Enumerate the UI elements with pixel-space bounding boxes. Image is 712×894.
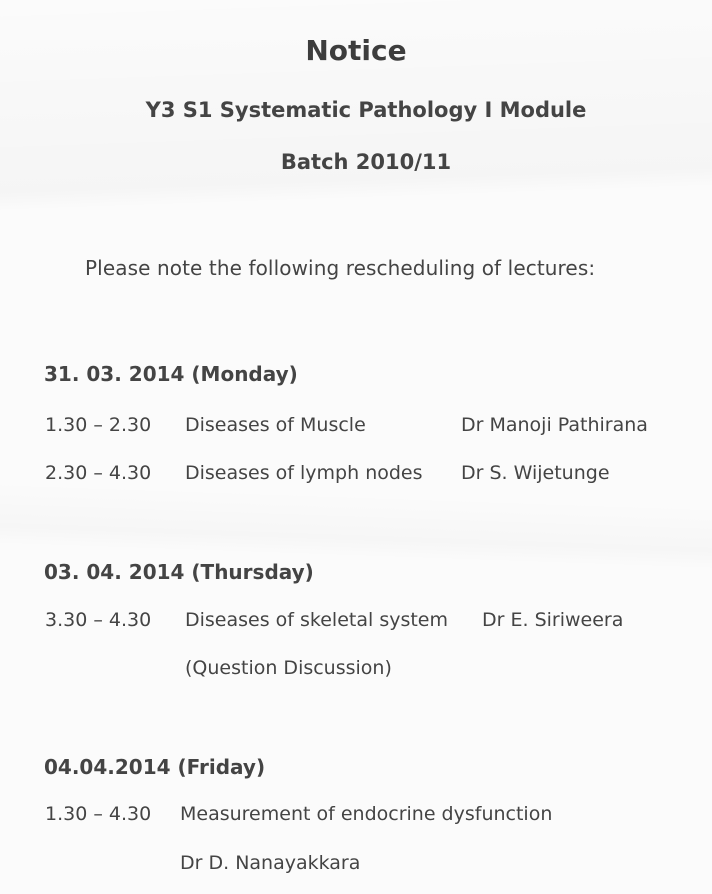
session-topic: Diseases of Muscle — [185, 414, 366, 436]
module-name: Y3 S1 Systematic Pathology I Module — [145, 98, 587, 122]
session-time: 3.30 – 4.30 — [45, 609, 152, 631]
schedule-date-2: 03. 04. 2014 (Thursday) — [44, 560, 314, 584]
batch-label: Batch 2010/11 — [280, 150, 452, 174]
schedule-date-1: 31. 03. 2014 (Monday) — [44, 362, 298, 386]
session-lecturer: Dr S. Wijetunge — [461, 462, 610, 484]
session-time: 1.30 – 4.30 — [45, 803, 152, 825]
session-lecturer: Dr Manoji Pathirana — [461, 414, 648, 436]
session-topic: Diseases of skeletal system — [185, 609, 449, 631]
session-time: 2.30 – 4.30 — [45, 462, 152, 484]
intro-text: Please note the following rescheduling of lectures: — [85, 256, 596, 280]
session-time: 1.30 – 2.30 — [45, 414, 152, 436]
session-lecturer: Dr D. Nanayakkara — [180, 852, 361, 874]
session-topic: Measurement of endocrine dysfunction — [180, 803, 553, 825]
session-topic: Diseases of lymph nodes — [185, 462, 423, 484]
schedule-date-3: 04.04.2014 (Friday) — [44, 755, 266, 779]
notice-title: Notice — [305, 34, 407, 67]
session-note: (Question Discussion) — [185, 657, 392, 679]
session-lecturer: Dr E. Siriweera — [482, 609, 624, 631]
